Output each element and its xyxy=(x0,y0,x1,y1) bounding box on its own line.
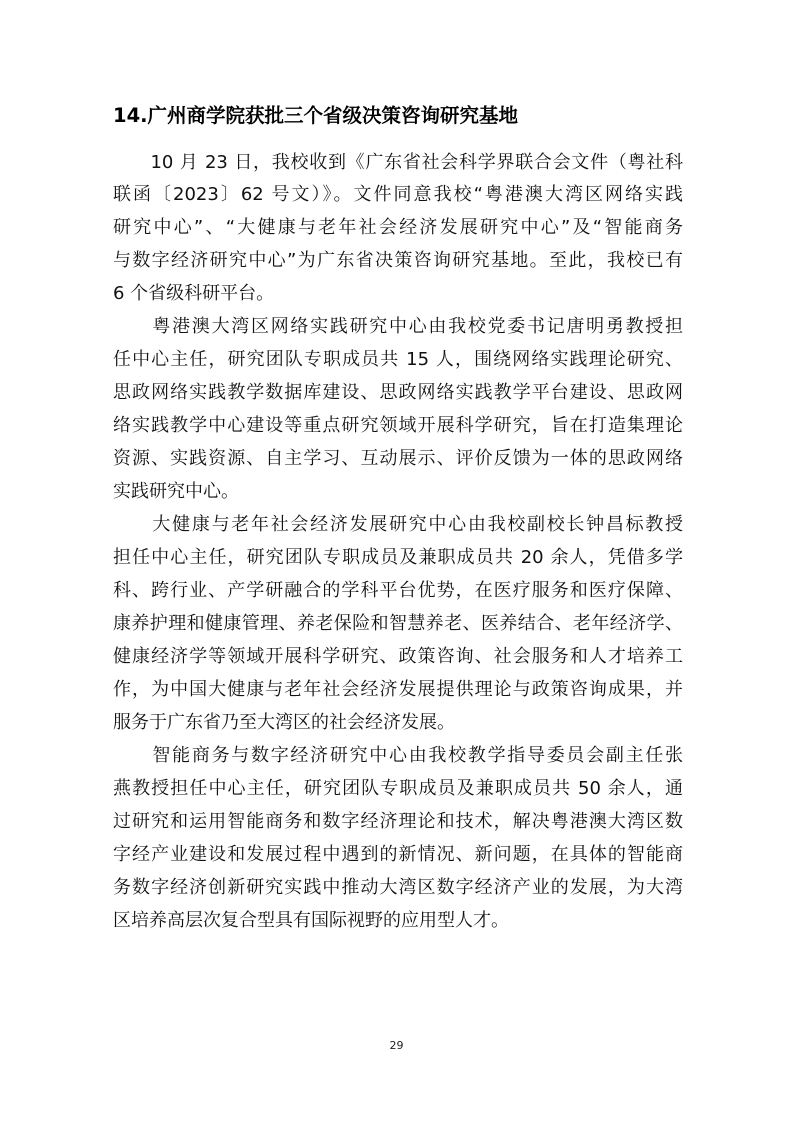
paragraph-4-line-1: 智能商务与数字经济研究中心由我校教学指导委员会副主任张 xyxy=(113,745,683,766)
paragraph-1-line-4: 与数字经济研究中心”为广东省决策咨询研究基地。至此，我校已有 xyxy=(113,250,683,271)
paragraph-2-line-2: 任中心主任，研究团队专职成员共 15 人，围绕网络实践理论研究、 xyxy=(113,349,683,370)
paragraph-2-line-4: 络实践教学中心建设等重点研究领域开展科学研究，旨在打造集理论 xyxy=(113,415,683,436)
paragraph-1-line-1: 10 月 23 日，我校收到《广东省社会科学界联合会文件（粤社科 xyxy=(113,152,683,173)
paragraph-3-line-1: 大健康与老年社会经济发展研究中心由我校副校长钟昌标教授 xyxy=(113,514,683,535)
page-number: 29 xyxy=(389,1039,404,1052)
paragraph-4-line-5: 务数字经济创新研究实践中推动大湾区数字经济产业的发展，为大湾 xyxy=(113,877,683,898)
paragraph-3-line-4: 康养护理和健康管理、养老保险和智慧养老、医养结合、老年经济学、 xyxy=(113,613,683,634)
paragraph-3-line-5: 健康经济学等领域开展科学研究、政策咨询、社会服务和人才培养工 xyxy=(113,646,683,667)
paragraph-1-line-5: 6 个省级科研平台。 xyxy=(113,283,275,304)
paragraph-3-line-3: 科、跨行业、产学研融合的学科平台优势，在医疗服务和医疗保障、 xyxy=(113,580,683,601)
section-heading: 14.广州商学院获批三个省级决策咨询研究基地 xyxy=(113,104,519,127)
paragraph-4-line-3: 过研究和运用智能商务和数字经济理论和技术，解决粤港澳大湾区数 xyxy=(113,811,683,832)
paragraph-4-line-6: 区培养高层次复合型具有国际视野的应用型人才。 xyxy=(113,910,509,931)
paragraph-3-line-6: 作，为中国大健康与老年社会经济发展提供理论与政策咨询成果，并 xyxy=(113,679,683,700)
paragraph-3-line-2: 担任中心主任，研究团队专职成员及兼职成员共 20 余人，凭借多学 xyxy=(113,547,683,568)
paragraph-3-line-7: 服务于广东省乃至大湾区的社会经济发展。 xyxy=(113,712,455,733)
paragraph-2-line-5: 资源、实践资源、自主学习、互动展示、评价反馈为一体的思政网络 xyxy=(113,448,683,469)
paragraph-2-line-1: 粤港澳大湾区网络实践研究中心由我校党委书记唐明勇教授担 xyxy=(113,316,683,337)
paragraph-2-line-3: 思政网络实践教学数据库建设、思政网络实践教学平台建设、思政网 xyxy=(113,382,683,403)
paragraph-4-line-2: 燕教授担任中心主任，研究团队专职成员及兼职成员共 50 余人，通 xyxy=(113,778,683,799)
paragraph-4-line-4: 字经产业建设和发展过程中遇到的新情况、新问题，在具体的智能商 xyxy=(113,844,683,865)
paragraph-1-line-3: 研究中心”、“大健康与老年社会经济发展研究中心”及“智能商务 xyxy=(113,217,683,238)
paragraph-1-line-2: 联函〔2023〕62 号文）》。文件同意我校“粤港澳大湾区网络实践 xyxy=(113,184,683,205)
paragraph-2-line-6: 实践研究中心。 xyxy=(113,481,239,502)
